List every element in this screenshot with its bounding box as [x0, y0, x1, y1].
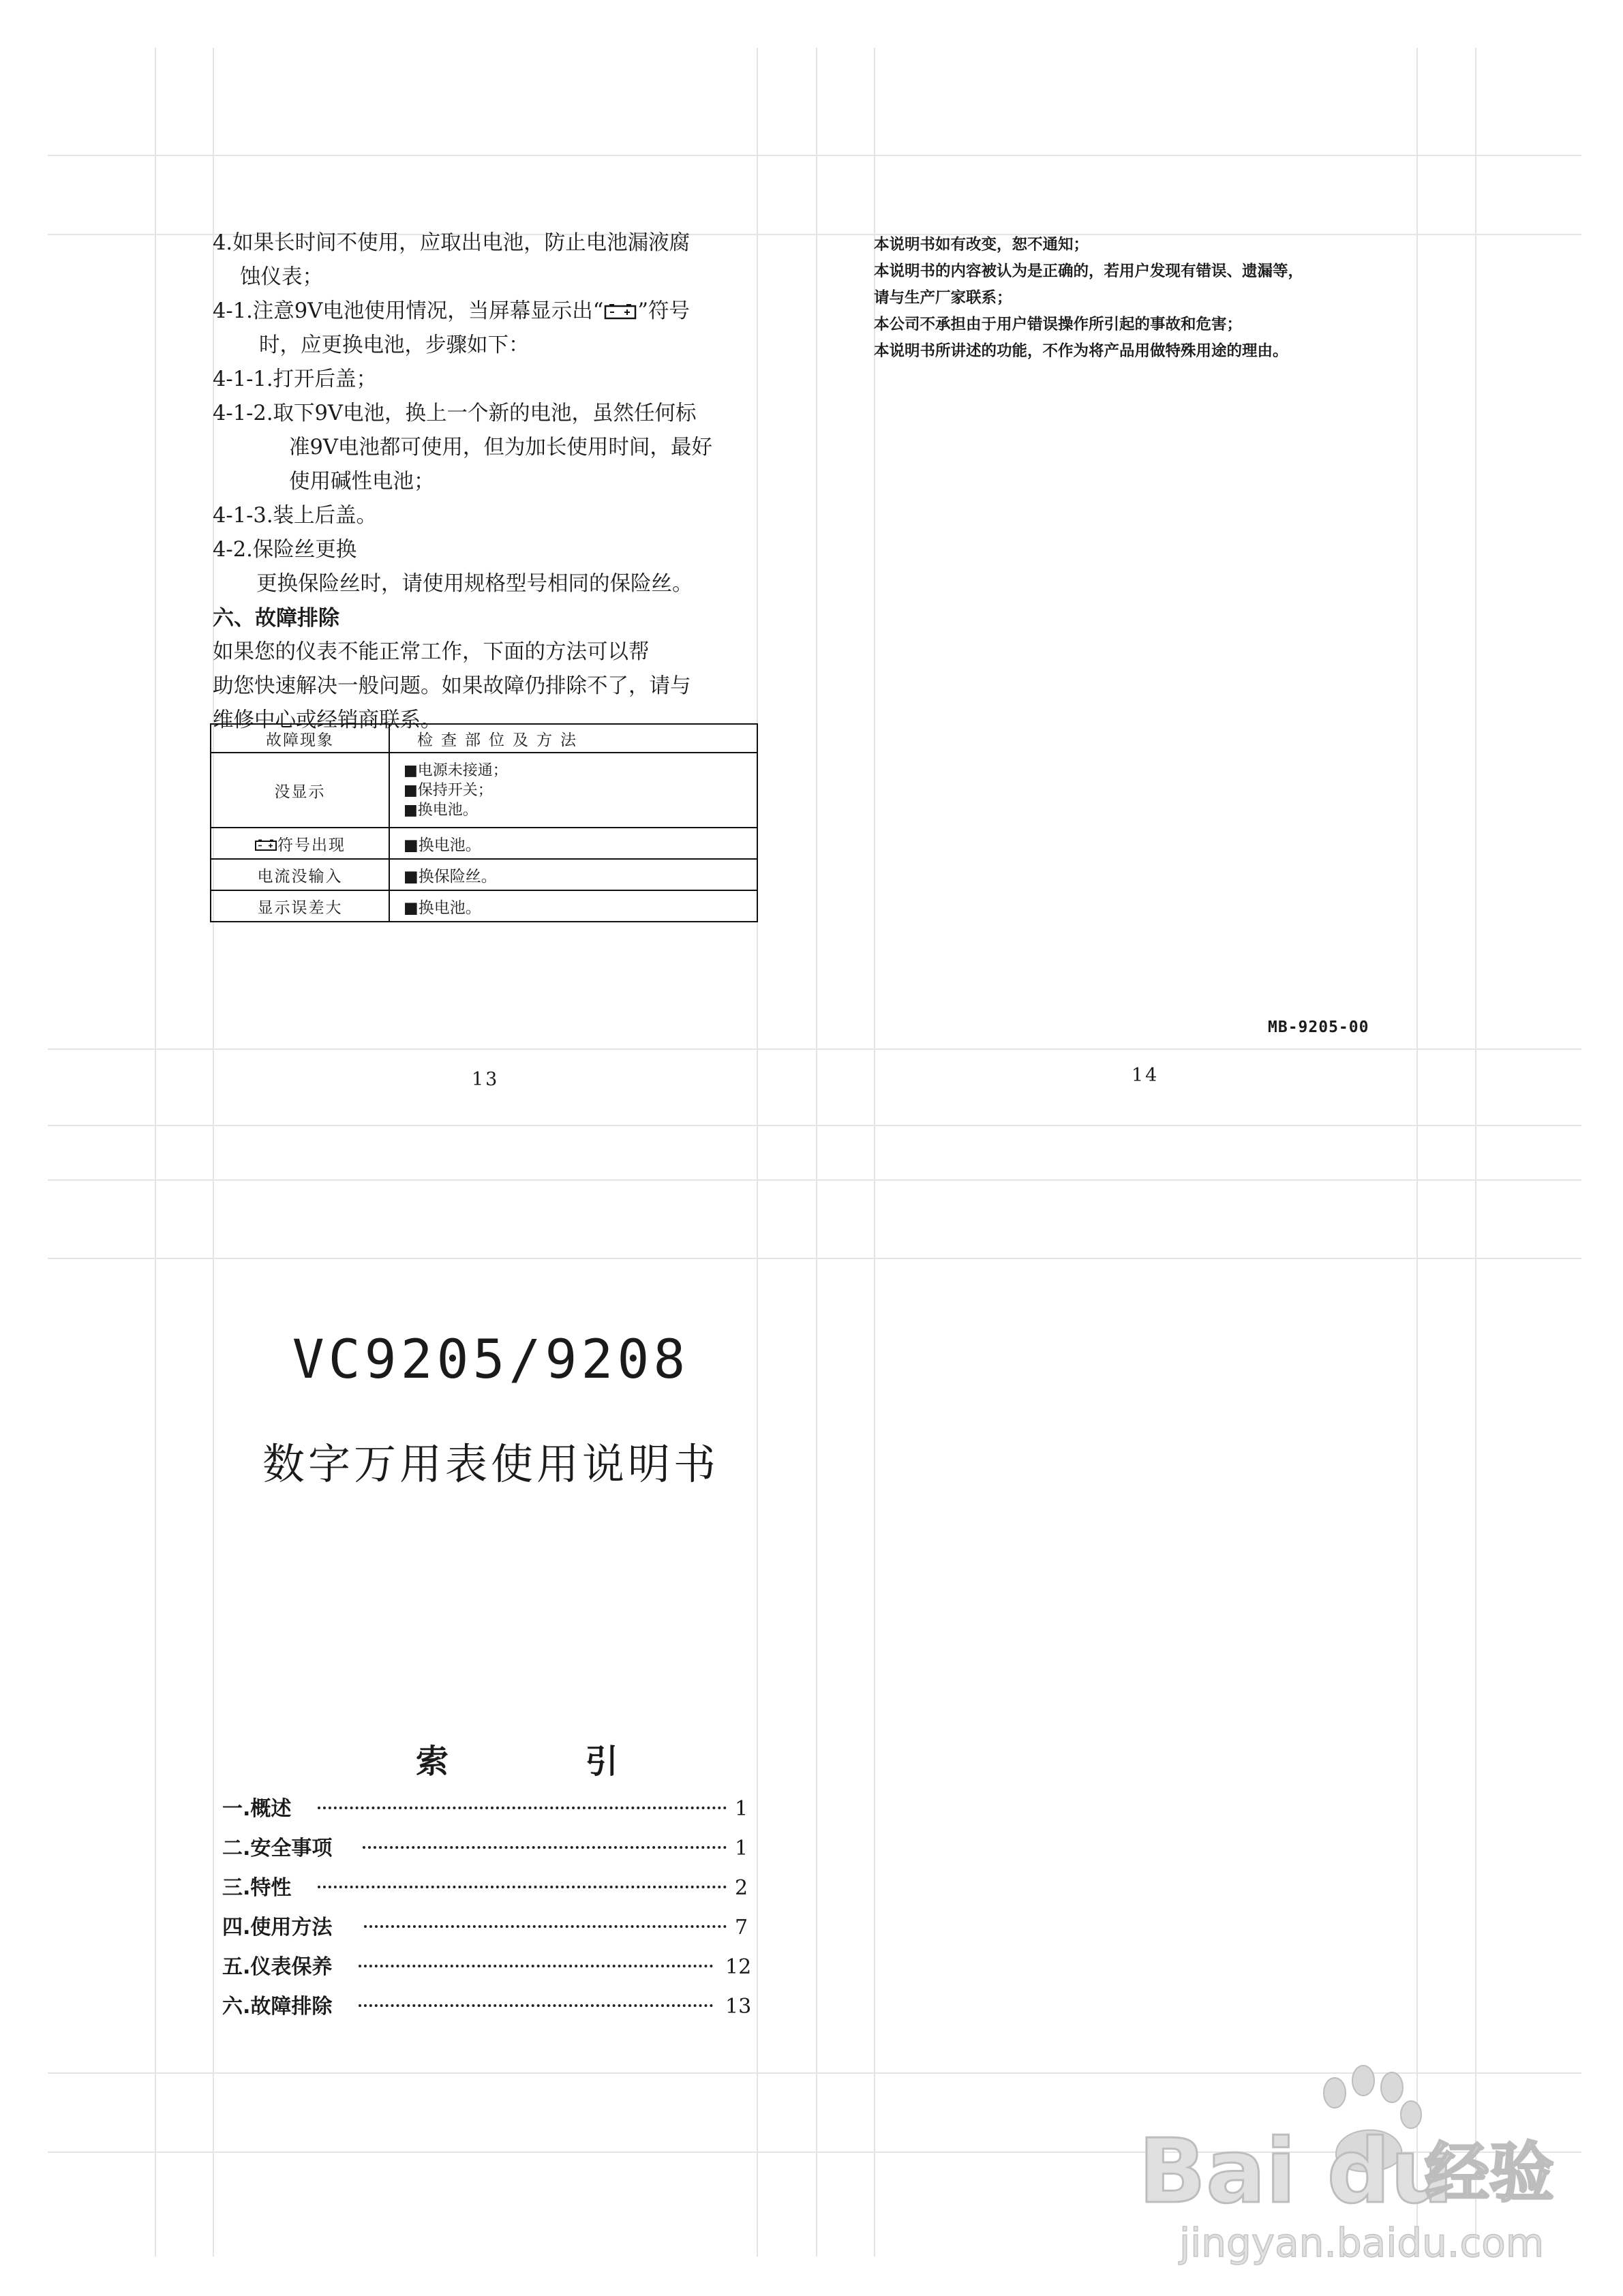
watermark-url: jingyan.baidu.com: [1179, 2220, 1545, 2266]
fix-item: ■保持开关；: [404, 781, 493, 799]
text-line: 4-1-3.装上后盖。: [213, 504, 378, 528]
text-fragment: 4-1.注意9V电池使用情况，当屏幕显示出“: [213, 299, 604, 323]
index-label: 一.概述: [222, 1797, 292, 1821]
battery-icon: [254, 839, 277, 851]
index-page: 1: [735, 1797, 748, 1821]
text-line: 4-1-1.打开后盖；: [213, 367, 378, 391]
symptom-cell: 电流没输入: [211, 859, 389, 890]
battery-check-line: [213, 294, 772, 329]
index-page: 12: [725, 1955, 752, 1979]
text-line: 4-1-2.取下9V电池，换上一个新的电池，虽然任何标: [213, 402, 697, 425]
notice-line: 本说明书的内容被认为是正确的，若用户发现有错误、遗漏等，: [874, 262, 1304, 280]
index-label: 二.安全事项: [222, 1837, 333, 1860]
index-entry: [222, 1908, 761, 1948]
battery-icon: [603, 303, 637, 320]
baidu-watermark-logo: [1132, 2052, 1581, 2277]
index-entry: [222, 1869, 761, 1908]
table-row: [211, 859, 757, 890]
fix-cell: ■换电池。: [389, 890, 757, 922]
leader-dots: [318, 1886, 727, 1888]
leader-dots: [364, 1925, 727, 1928]
text-line: 4.如果长时间不使用，应取出电池，防止电池漏液腐: [213, 231, 691, 255]
text-line: 助您快速解决一般问题。如果故障仍排除不了，请与: [213, 674, 691, 698]
model-code: MB-9205-00: [1268, 1018, 1369, 1036]
symptom-cell: 没显示: [211, 753, 389, 828]
text-line: 维修中心或经销商联系。: [213, 708, 442, 732]
index-entry: [222, 1948, 761, 1987]
index-entry: [222, 1829, 761, 1869]
notice-line: 本公司不承担由于用户错误操作所引起的事故和危害；: [874, 316, 1243, 333]
symptom-text: 符号出现: [277, 836, 346, 854]
page-number: 13: [472, 1069, 500, 1090]
index-list: [222, 1789, 761, 2027]
page-13-body: [213, 226, 772, 738]
column-header: 故障现象: [211, 724, 389, 753]
index-page: 7: [735, 1916, 748, 1939]
table-row: [211, 828, 757, 859]
text-line: 时，应更换电池，步骤如下：: [259, 333, 530, 357]
index-title: 索 引: [416, 1742, 681, 1781]
index-page: 2: [735, 1876, 748, 1900]
watermark-tagline: 经验: [1425, 2136, 1555, 2211]
text-line: 蚀仪表；: [240, 265, 323, 289]
text-line: 准9V电池都可使用，但为加长使用时间，最好: [289, 436, 712, 459]
page-number: 14: [1132, 1065, 1159, 1086]
index-entry: [222, 1789, 761, 1829]
index-page: 13: [725, 1995, 752, 2019]
symptom-cell: 显示误差大: [211, 890, 389, 922]
fix-item: ■电源未接通；: [404, 761, 508, 779]
index-label: 四.使用方法: [222, 1916, 333, 1939]
fix-cell: [389, 753, 757, 828]
index-label: 六.故障排除: [222, 1995, 333, 2019]
index-label: 三.特性: [222, 1876, 292, 1900]
fix-cell: ■换保险丝。: [389, 859, 757, 890]
table-header-row: [211, 724, 757, 753]
symptom-cell: [211, 828, 389, 859]
text-line: 更换保险丝时，请使用规格型号相同的保险丝。: [256, 572, 693, 596]
text-line: 如果您的仪表不能正常工作，下面的方法可以帮: [213, 640, 650, 664]
index-page: 1: [735, 1837, 748, 1860]
text-fragment: ”符号: [637, 299, 690, 323]
cover-model-title: VC9205/9208: [292, 1329, 690, 1391]
leader-dots: [359, 2004, 713, 2007]
text-line: 使用碱性电池；: [289, 470, 435, 494]
cover-title: 数字万用表使用说明书: [262, 1439, 719, 1489]
column-header: 检查部位及方法: [389, 724, 757, 753]
notice-line: 本说明书如有改变，恕不通知；: [874, 236, 1089, 254]
text-line: 4-2.保险丝更换: [213, 538, 357, 562]
notice-line: 本说明书所讲述的功能，不作为将产品用做特殊用途的理由。: [874, 342, 1288, 360]
section-heading: 六、故障排除: [213, 606, 339, 631]
fault-table: [210, 723, 758, 922]
index-label: 五.仪表保养: [222, 1955, 333, 1979]
notice-line: 请与生产厂家联系；: [874, 289, 1012, 307]
fix-item: ■换电池。: [404, 801, 478, 819]
page-14-notices: [874, 232, 1487, 365]
leader-dots: [363, 1846, 727, 1849]
leader-dots: [318, 1807, 727, 1809]
fix-cell: ■换电池。: [389, 828, 757, 859]
table-row: [211, 753, 757, 828]
leader-dots: [359, 1965, 713, 1967]
watermark-brand: Bai du: [1138, 2119, 1454, 2223]
index-entry: [222, 1987, 761, 2027]
table-row: [211, 890, 757, 922]
